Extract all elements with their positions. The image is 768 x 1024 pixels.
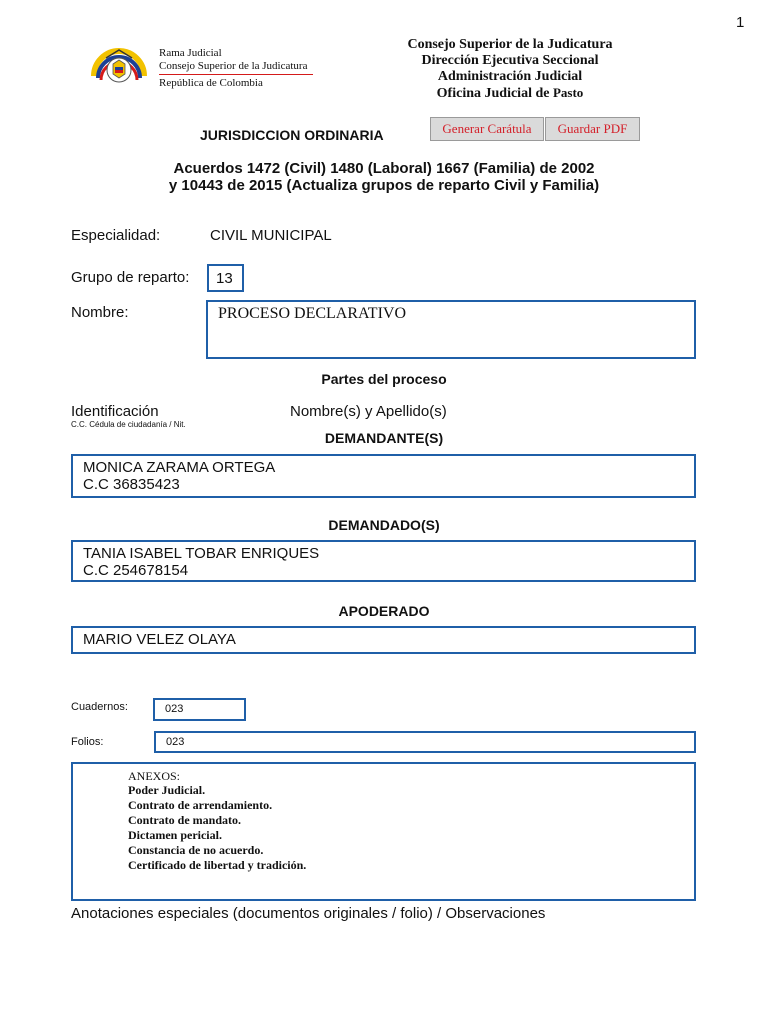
anexo-item: Certificado de libertad y tradición. bbox=[128, 858, 307, 872]
apoderado-name: MARIO VELEZ OLAYA bbox=[83, 631, 236, 648]
demandante-name: MONICA ZARAMA ORTEGA bbox=[83, 459, 276, 476]
demandado-title: DEMANDADO(S) bbox=[328, 517, 440, 533]
header-office: Oficina Judicial de bbox=[436, 86, 550, 101]
anotaciones-label: Anotaciones especiales (documentos originales / folio) / Observaciones bbox=[71, 905, 546, 922]
anexo-item: Poder Judicial. bbox=[128, 783, 206, 797]
grupo-field[interactable] bbox=[207, 264, 244, 292]
apoderado-field[interactable] bbox=[71, 626, 696, 654]
header-line4 bbox=[360, 85, 660, 102]
identificacion-label: Identificación bbox=[71, 403, 159, 420]
acuerdos-line2: y 10443 de 2015 (Actualiza grupos de reparto Civil y Familia) bbox=[168, 177, 600, 194]
demandado-name: TANIA ISABEL TOBAR ENRIQUES bbox=[83, 545, 320, 562]
anexo-item: Contrato de mandato. bbox=[128, 813, 241, 827]
header-line3: Administración Judicial bbox=[437, 69, 583, 84]
acuerdos-line1: Acuerdos 1472 (Civil) 1480 (Laboral) 1667 (Familia) de 2002 bbox=[173, 160, 595, 177]
logo-line1: Rama Judicial bbox=[159, 47, 222, 59]
anexo-item: Contrato de arrendamiento. bbox=[128, 798, 273, 812]
grupo-value: 13 bbox=[216, 270, 233, 287]
especialidad-value: CIVIL MUNICIPAL bbox=[210, 227, 332, 244]
jurisdiccion-title: JURISDICCION ORDINARIA bbox=[200, 127, 384, 143]
cuadernos-value: 023 bbox=[165, 703, 184, 715]
page-number: 1 bbox=[736, 14, 745, 31]
anexos-field[interactable] bbox=[71, 762, 696, 901]
folios-field[interactable] bbox=[154, 731, 696, 753]
folios-value: 023 bbox=[166, 736, 185, 748]
logo-divider bbox=[159, 74, 313, 75]
grupo-label: Grupo de reparto: bbox=[71, 269, 190, 286]
demandante-title: DEMANDANTE(S) bbox=[324, 430, 444, 446]
demandado-field[interactable] bbox=[71, 540, 696, 582]
judicial-seal-logo bbox=[84, 40, 154, 96]
demandante-field[interactable] bbox=[71, 454, 696, 498]
anexos-title: ANEXOS: bbox=[128, 769, 181, 783]
nombre-field[interactable] bbox=[206, 300, 696, 359]
demandante-id: C.C 36835423 bbox=[83, 476, 180, 493]
partes-title: Partes del proceso bbox=[321, 371, 447, 387]
header-city: Pasto bbox=[552, 85, 584, 100]
cuadernos-label: Cuadernos: bbox=[71, 701, 128, 713]
logo-line3: República de Colombia bbox=[159, 77, 263, 89]
cuadernos-field[interactable] bbox=[153, 698, 246, 721]
logo-line2: Consejo Superior de la Judicatura bbox=[159, 60, 308, 72]
guardar-pdf-button[interactable]: Guardar PDF bbox=[545, 117, 640, 141]
header-line1: Consejo Superior de la Judicatura bbox=[407, 37, 613, 52]
generar-caratula-button[interactable]: Generar Carátula bbox=[430, 117, 544, 141]
nombre-value: PROCESO DECLARATIVO bbox=[218, 305, 407, 322]
identificacion-sub: C.C. Cédula de ciudadanía / Nit. bbox=[71, 420, 186, 429]
demandado-id: C.C 254678154 bbox=[83, 562, 189, 579]
anexo-item: Constancia de no acuerdo. bbox=[128, 843, 264, 857]
seal-icon bbox=[84, 40, 154, 96]
header-line2: Dirección Ejecutiva Seccional bbox=[421, 53, 599, 68]
nombres-label: Nombre(s) y Apellido(s) bbox=[290, 403, 447, 420]
folios-label: Folios: bbox=[71, 736, 104, 748]
apoderado-title: APODERADO bbox=[338, 603, 430, 619]
especialidad-label: Especialidad: bbox=[71, 227, 161, 244]
anexo-item: Dictamen pericial. bbox=[128, 828, 222, 842]
nombre-label: Nombre: bbox=[71, 304, 129, 321]
